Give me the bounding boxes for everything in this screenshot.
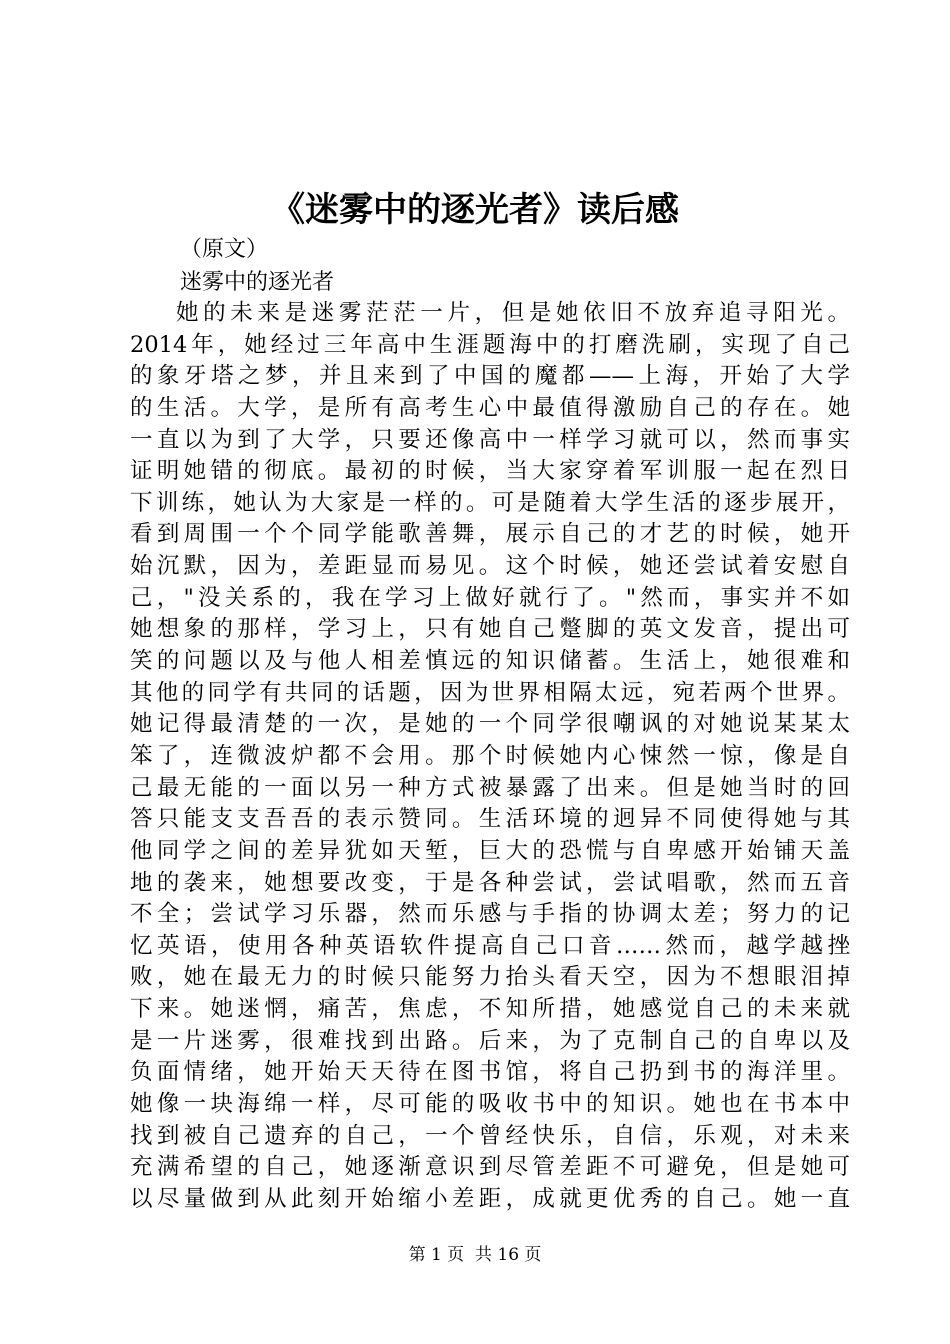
- paragraph-line: 负面情绪，她开始天天待在图书馆，将自己扔到书的海洋里。: [130, 1059, 850, 1086]
- paragraph-line: 她的未来是迷雾茫茫一片，但是她依旧不放弃追寻阳光。: [176, 300, 850, 326]
- paragraph-line: 不全；尝试学习乐器，然而乐感与手指的协调太差；努力的记: [130, 901, 850, 928]
- paragraph-line: 她像一块海绵一样，尽可能的吸收书中的知识。她也在书本中: [130, 1091, 850, 1118]
- paragraph-line: 的生活。大学，是所有高考生心中最值得激励自己的存在。她: [130, 394, 850, 421]
- paragraph-line: 己最无能的一面以另一种方式被暴露了出来。但是她当时的回: [130, 774, 850, 801]
- article-body: [130, 298, 850, 1216]
- paragraph-line: 她记得最清楚的一次，是她的一个同学很嘲讽的对她说某某太: [130, 711, 850, 738]
- paragraph-line: 是一片迷雾，很难找到出路。后来，为了克制自己的自卑以及: [130, 1027, 850, 1054]
- paragraph-line: 她想象的那样，学习上，只有她自己蹩脚的英文发音，提出可: [130, 616, 850, 643]
- paragraph-line: 充满希望的自己，她逐渐意识到尽管差距不可避免，但是她可: [130, 1154, 850, 1181]
- paragraph-line: 一直以为到了大学，只要还像高中一样学习就可以，然而事实: [130, 426, 850, 453]
- paragraph-line: 地的袭来，她想要改变，于是各种尝试，尝试唱歌，然而五音: [130, 869, 850, 896]
- paragraph-line: 笨了，连微波炉都不会用。那个时候她内心悚然一惊，像是自: [130, 742, 850, 769]
- paragraph-line: 2014年，她经过三年高中生涯题海中的打磨洗刷，实现了自己: [130, 331, 850, 358]
- paragraph-line: 看到周围一个个同学能歌善舞，展示自己的才艺的时候，她开: [130, 521, 850, 548]
- paragraph-line: 下来。她迷惘，痛苦，焦虑，不知所措，她感觉自己的未来就: [130, 996, 850, 1023]
- article-heading: 迷雾中的逐光者: [180, 270, 335, 295]
- paragraph-line: 始沉默，因为，差距显而易见。这个时候，她还尝试着安慰自: [130, 553, 850, 580]
- paragraph-line: 找到被自己遗弃的自己，一个曾经快乐，自信，乐观，对未来: [130, 1122, 850, 1149]
- document-title: 《迷雾中的逐光者》读后感: [271, 190, 679, 230]
- original-label: （原文）: [180, 237, 269, 262]
- paragraph-line: 己，"没关系的，我在学习上做好就行了。"然而，事实并不如: [130, 584, 850, 611]
- paragraph-line: 败，她在最无力的时候只能努力抬头看天空，因为不想眼泪掉: [130, 964, 850, 991]
- page-number: 第 1 页 共 16 页: [408, 1245, 542, 1265]
- paragraph-line: 忆英语，使用各种英语软件提高自己口音……然而，越学越挫: [130, 932, 850, 959]
- paragraph-line: 笑的问题以及与他人相差慎远的知识储蓄。生活上，她很难和: [130, 648, 850, 675]
- paragraph-line: 证明她错的彻底。最初的时候，当大家穿着军训服一起在烈日: [130, 458, 850, 485]
- paragraph-line: 其他的同学有共同的话题，因为世界相隔太远，宛若两个世界。: [130, 679, 850, 706]
- paragraph-line: 他同学之间的差异犹如天堑，巨大的恐慌与自卑感开始铺天盖: [130, 837, 850, 864]
- page-footer: [0, 1243, 950, 1267]
- paragraph-line: 以尽量做到从此刻开始缩小差距，成就更优秀的自己。她一直: [130, 1185, 850, 1212]
- paragraph-line: 答只能支支吾吾的表示赞同。生活环境的迥异不同使得她与其: [130, 806, 850, 833]
- paragraph-line: 下训练，她认为大家是一样的。可是随着大学生活的逐步展开，: [130, 489, 850, 516]
- paragraph-line: 的象牙塔之梦，并且来到了中国的魔都——上海，开始了大学: [130, 363, 850, 390]
